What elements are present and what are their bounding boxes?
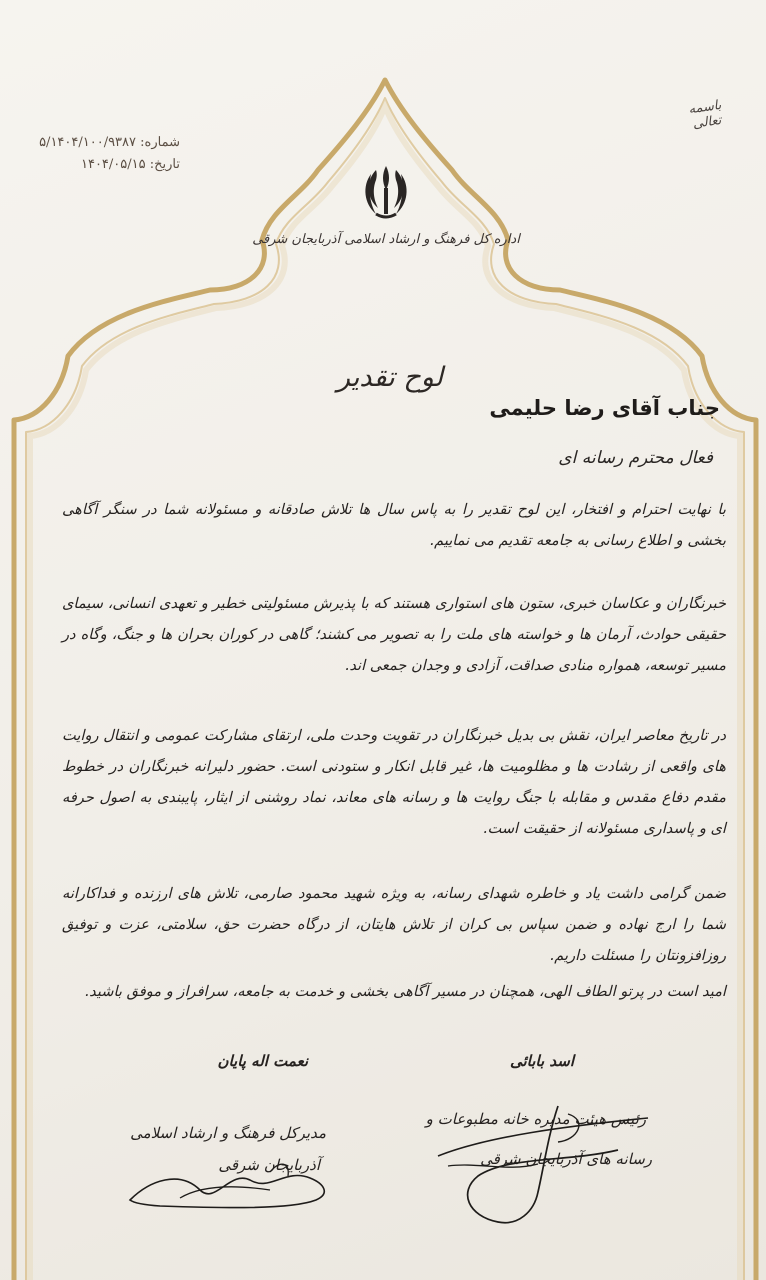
signature-left-scribble (120, 1150, 340, 1220)
iran-emblem-icon (362, 160, 410, 222)
signer-left-name: نعمت اله پایان (217, 1052, 308, 1070)
body-paragraph-3: در تاریخ معاصر ایران، نقش بی بدیل خبرنگاران در تقویت وحدت ملی، ارتقای مشارکت عمومی و انتقال روایت های واقعی از رشادت ها و مظلومیت ها، غیر قابل انکار و ستودنی است. حضور دلیرانه خبرنگاران در خطوط مقدم دفاع مقدس و مقابله با جنگ روایت ها و رسانه های معاند، نماد روشنی از ایثار، پایبندی به اصول حرفه ای و پاسداری مسئولانه از حقیقت است. (62, 727, 726, 837)
recipient-role: فعال محترم رسانه ای (558, 448, 713, 468)
letter-date-label: تاریخ: (149, 157, 180, 172)
signer-left-title: مدیرکل فرهنگ و ارشاد اسلامی (130, 1124, 326, 1142)
recipient-name: جناب آقای رضا حلیمی (489, 396, 720, 420)
signature-right-scribble (418, 1096, 668, 1236)
certificate-title: لوح تقدیر (337, 362, 443, 393)
basmala-text: باسمه تعالی (687, 97, 723, 132)
letter-date-row (10, 154, 180, 176)
body-paragraph-4: ضمن گرامی داشت یاد و خاطره شهدای رسانه، به ویژه شهید محمود صارمی، تلاش های ارزنده و فداکارانه شما را ارج نهاده و ضمن سپاس بی کران از تلاش هایتان، از درگاه حضرت حق، سلامتی، عزت و توفیق روزافزونتان را مسئلت داریم. (62, 885, 726, 964)
letter-number-label: شماره: (140, 135, 180, 150)
signer-left-region: آذربایجان شرقی (218, 1156, 320, 1174)
signer-right-name: اسد بابائی (510, 1052, 574, 1070)
body-paragraph-5: امید است در پرتو الطاف الهی، همچنان در مسیر آگاهی بخشی و خدمت به جامعه، سرافراز و موفق باشید. (84, 983, 726, 1000)
letter-number: ۵/۱۴۰۴/۱۰۰/۹۳۸۷ (39, 135, 137, 150)
body-paragraph-2: خبرنگاران و عکاسان خبری، ستون های استواری هستند که با پذیرش مسئولیتی خطیر و تعهدی انسانی، سیمای حقیقی حوادث، آرمان ها و خواسته های ملت را به تصویر می کشند؛ گاهی در کوران بحران ها و جنگ، وگاه در مسیر توسعه، همواره منادی صداقت، آزادی و وجدان جمعی اند. (62, 595, 726, 674)
body-paragraph-1: با نهایت احترام و افتخار، این لوح تقدیر را به پاس سال ها تلاش صادقانه و مسئولانه شما در سنگر آگاهی بخشی و اطلاع رسانی به جامعه تقدیم می نماییم. (62, 501, 726, 549)
letter-number-row (10, 132, 180, 154)
signer-right-region: رسانه های آذربایجان شرقی (480, 1150, 652, 1168)
signer-right-title: رئیس هیئت مدیره خانه مطبوعات و (425, 1110, 646, 1128)
letter-meta (10, 132, 180, 176)
letter-date: ۱۴۰۴/۰۵/۱۵ (80, 157, 146, 172)
organization-name: اداره کل فرهنگ و ارشاد اسلامی آذربایجان شرقی (252, 232, 520, 247)
